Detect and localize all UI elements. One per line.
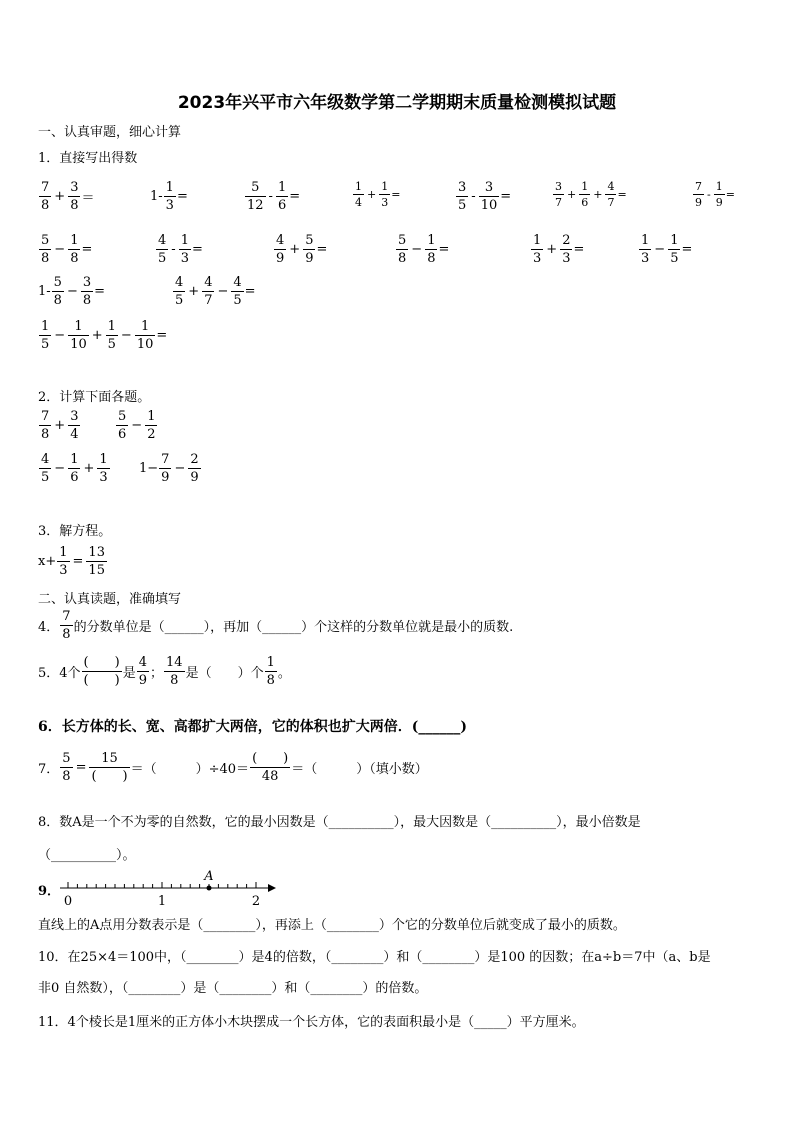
fraction: $\frac{4}{9}$ (276, 233, 285, 266)
q1-expression: $\frac{3}{5}$ - $\frac{3}{10}$ = (458, 180, 512, 213)
fraction: $\frac{( )}{( )}$ (83, 655, 120, 688)
fraction: $\frac{2}{9}$ (190, 452, 199, 485)
q1-expression: 1- $\frac{5}{8}$ − $\frac{3}{8}$ = (38, 275, 106, 308)
fraction: $\frac{1}{3}$ (533, 233, 542, 266)
question-2-label: 2．计算下面各题。 (38, 390, 151, 405)
question-7: 7． $\frac{5}{8}$ = $\frac{15}{( )}$ ＝（ ）÷40＝ $\frac{( )}{48}$ ＝（ ）（填小数） (38, 751, 428, 784)
question-4: 4． $\frac{7}{8}$ 的分数单位是（______），再加（______）个这样的分数单位就是最小的质数. (38, 609, 514, 642)
fraction: $\frac{3}{8}$ (82, 275, 92, 308)
q1-expression: $\frac{7}{8}$ + $\frac{3}{8}$ ＝ (41, 180, 95, 213)
q1-row-4: $\frac{1}{5}$ − $\frac{1}{10}$ + $\frac{1}{5}$ − $\frac{1}{10}$ = (41, 319, 168, 352)
fraction: $\frac{5}{6}$ (118, 409, 127, 442)
question-3-label: 3．解方程。 (38, 524, 112, 539)
fraction: $\frac{14}{8}$ (166, 655, 183, 688)
question-10-line-1: 10．在25×4＝100中，（________）是4的倍数，（________）和（________）是100 的因数；在a÷b＝7中（a、b是 (38, 950, 711, 965)
fraction: $\frac{15}{( )}$ (91, 751, 128, 784)
fraction: $\frac{( )}{48}$ (252, 751, 289, 784)
fraction: $\frac{7}{8}$ (62, 609, 71, 642)
fraction: $\frac{1}{5}$ (41, 319, 50, 352)
q1-expression: 1- $\frac{1}{3}$ = (150, 180, 188, 213)
q1-expression: $\frac{5}{12}$ - $\frac{1}{6}$ = (247, 180, 301, 213)
q2-expression-e3: $\frac{4}{5}$ − $\frac{1}{6}$ + $\frac{1}{3}$ (41, 452, 108, 485)
number-line (56, 866, 278, 908)
point-a-label: A (204, 869, 214, 884)
fraction: $\frac{3}{8}$ (70, 180, 79, 213)
fraction: $\frac{7}{8}$ (41, 409, 50, 442)
q1-expression: $\frac{4}{5}$ - $\frac{1}{3}$ = (158, 233, 203, 266)
q1-expression: $\frac{4}{9}$ + $\frac{5}{9}$ = (276, 233, 328, 266)
point-a-marker (207, 886, 212, 891)
axis-label-2: 2 (251, 894, 261, 908)
section-heading-2: 二、认真读题，准确填写 (38, 592, 182, 607)
fraction: $\frac{3}{10}$ (480, 180, 498, 213)
fraction: $\frac{1}{3}$ (165, 180, 174, 213)
fraction: $\frac{2}{3}$ (562, 233, 571, 266)
question-11: 11．4个棱长是1厘米的正方体小木块摆成一个长方体，它的表面积最小是（_____）平方厘米。 (38, 1015, 585, 1030)
q1-expression: $\frac{4}{5}$ + $\frac{4}{7}$ − $\frac{4}{5}$ = (175, 275, 256, 308)
fraction: $\frac{5}{9}$ (305, 233, 314, 266)
q1-expression: $\frac{1}{3}$ − $\frac{1}{5}$ = (641, 233, 693, 266)
fraction: $\frac{5}{12}$ (247, 180, 264, 213)
question-6: 6．长方体的长、宽、高都扩大两倍，它的体积也扩大两倍．(______) (38, 719, 467, 735)
number-line-ticks (68, 882, 256, 888)
fraction: $\frac{1}{8}$ (70, 233, 79, 266)
page-title: 2023年兴平市六年级数学第二学期期末质量检测模拟试题 (177, 93, 617, 113)
fraction: $\frac{4}{9}$ (138, 655, 147, 688)
fraction: $\frac{3}{5}$ (458, 180, 467, 213)
q1-expression: $\frac{1}{3}$ + $\frac{2}{3}$ = (533, 233, 585, 266)
fraction: $\frac{1}{10}$ (70, 319, 87, 352)
fraction: $\frac{4}{5}$ (158, 233, 167, 266)
q1-expression: $\frac{1}{4}$ + $\frac{1}{3}$ = (355, 180, 401, 209)
axis-label-1: 1 (157, 894, 167, 908)
fraction: $\frac{4}{5}$ (175, 275, 184, 308)
fraction: $\frac{1}{3}$ (59, 545, 68, 578)
fraction: $\frac{1}{3}$ (641, 233, 650, 266)
fraction: $\frac{1}{3}$ (381, 180, 389, 209)
fraction: $\frac{7}{9}$ (695, 180, 702, 209)
fraction: $\frac{4}{7}$ (607, 180, 615, 209)
fraction: $\frac{13}{15}$ (88, 545, 105, 578)
question-5: 5．4个 $\frac{( )}{( )}$ 是 $\frac{4}{9}$ ； $\frac{14}{8}$ 是（ ）个 $\frac{1}{8}$ 。 (38, 655, 291, 688)
fraction: $\frac{1}{9}$ (715, 180, 723, 209)
q1-expression: $\frac{5}{8}$ − $\frac{1}{8}$ = (398, 233, 450, 266)
q1-expression: $\frac{3}{7}$ + $\frac{1}{6}$ + $\frac{4}{7}$ = (555, 180, 627, 209)
fraction: $\frac{4}{5}$ (233, 275, 242, 308)
question-8-line-2: （__________）。 (38, 848, 136, 863)
fraction: $\frac{5}{8}$ (53, 275, 62, 308)
fraction: $\frac{1}{5}$ (107, 319, 116, 352)
fraction: $\frac{4}{5}$ (41, 452, 50, 485)
axis-label-0: 0 (63, 894, 73, 908)
fraction: $\frac{1}{2}$ (147, 409, 156, 442)
q2-expression-e2: $\frac{5}{6}$ − $\frac{1}{2}$ (118, 409, 156, 442)
fraction: $\frac{1}{10}$ (136, 319, 154, 352)
q2-expression-e1: $\frac{7}{8}$ + $\frac{3}{4}$ (41, 409, 79, 442)
fraction: $\frac{1}{5}$ (670, 233, 679, 266)
section-heading-1: 一、认真审题，细心计算 (38, 125, 182, 140)
fraction: $\frac{7}{9}$ (161, 452, 170, 485)
question-10-line-2: 非0 自然数），（________）是（________）和（________）的倍数。 (38, 981, 428, 996)
fraction: $\frac{1}{3}$ (180, 233, 189, 266)
fraction: $\frac{1}{6}$ (581, 180, 589, 209)
fraction: $\frac{5}{8}$ (41, 233, 50, 266)
fraction: $\frac{1}{6}$ (277, 180, 287, 213)
question-9-text: 直线上的A点用分数表示是（________），再添上（________）个它的分数单位后就变成了最小的质数。 (38, 918, 626, 933)
fraction: $\frac{3}{7}$ (555, 180, 562, 209)
fraction: $\frac{1}{6}$ (70, 452, 79, 485)
fraction: $\frac{1}{4}$ (355, 180, 362, 209)
fraction: $\frac{1}{3}$ (99, 452, 108, 485)
fraction: $\frac{3}{4}$ (70, 409, 79, 442)
q1-expression: $\frac{5}{8}$ − $\frac{1}{8}$ = (41, 233, 93, 266)
question-9-number: 9． (38, 884, 61, 899)
q3-equation: x+ $\frac{1}{3}$ = $\frac{13}{15}$ (38, 545, 105, 578)
fraction: $\frac{7}{8}$ (41, 180, 50, 213)
question-1-label: 1．直接写出得数 (38, 151, 138, 166)
q1-expression: $\frac{7}{9}$ - $\frac{1}{9}$ = (695, 180, 735, 209)
fraction: $\frac{5}{8}$ (62, 751, 71, 784)
fraction: $\frac{1}{8}$ (266, 655, 275, 688)
question-8-line-1: 8．数A是一个不为零的自然数，它的最小因数是（__________），最大因数是（__________），最小倍数是 (38, 815, 641, 830)
fraction: $\frac{1}{8}$ (427, 233, 436, 266)
fraction: $\frac{5}{8}$ (398, 233, 407, 266)
fraction: $\frac{4}{7}$ (204, 275, 213, 308)
q2-expression-e4: 1− $\frac{7}{9}$ − $\frac{2}{9}$ (139, 452, 199, 485)
